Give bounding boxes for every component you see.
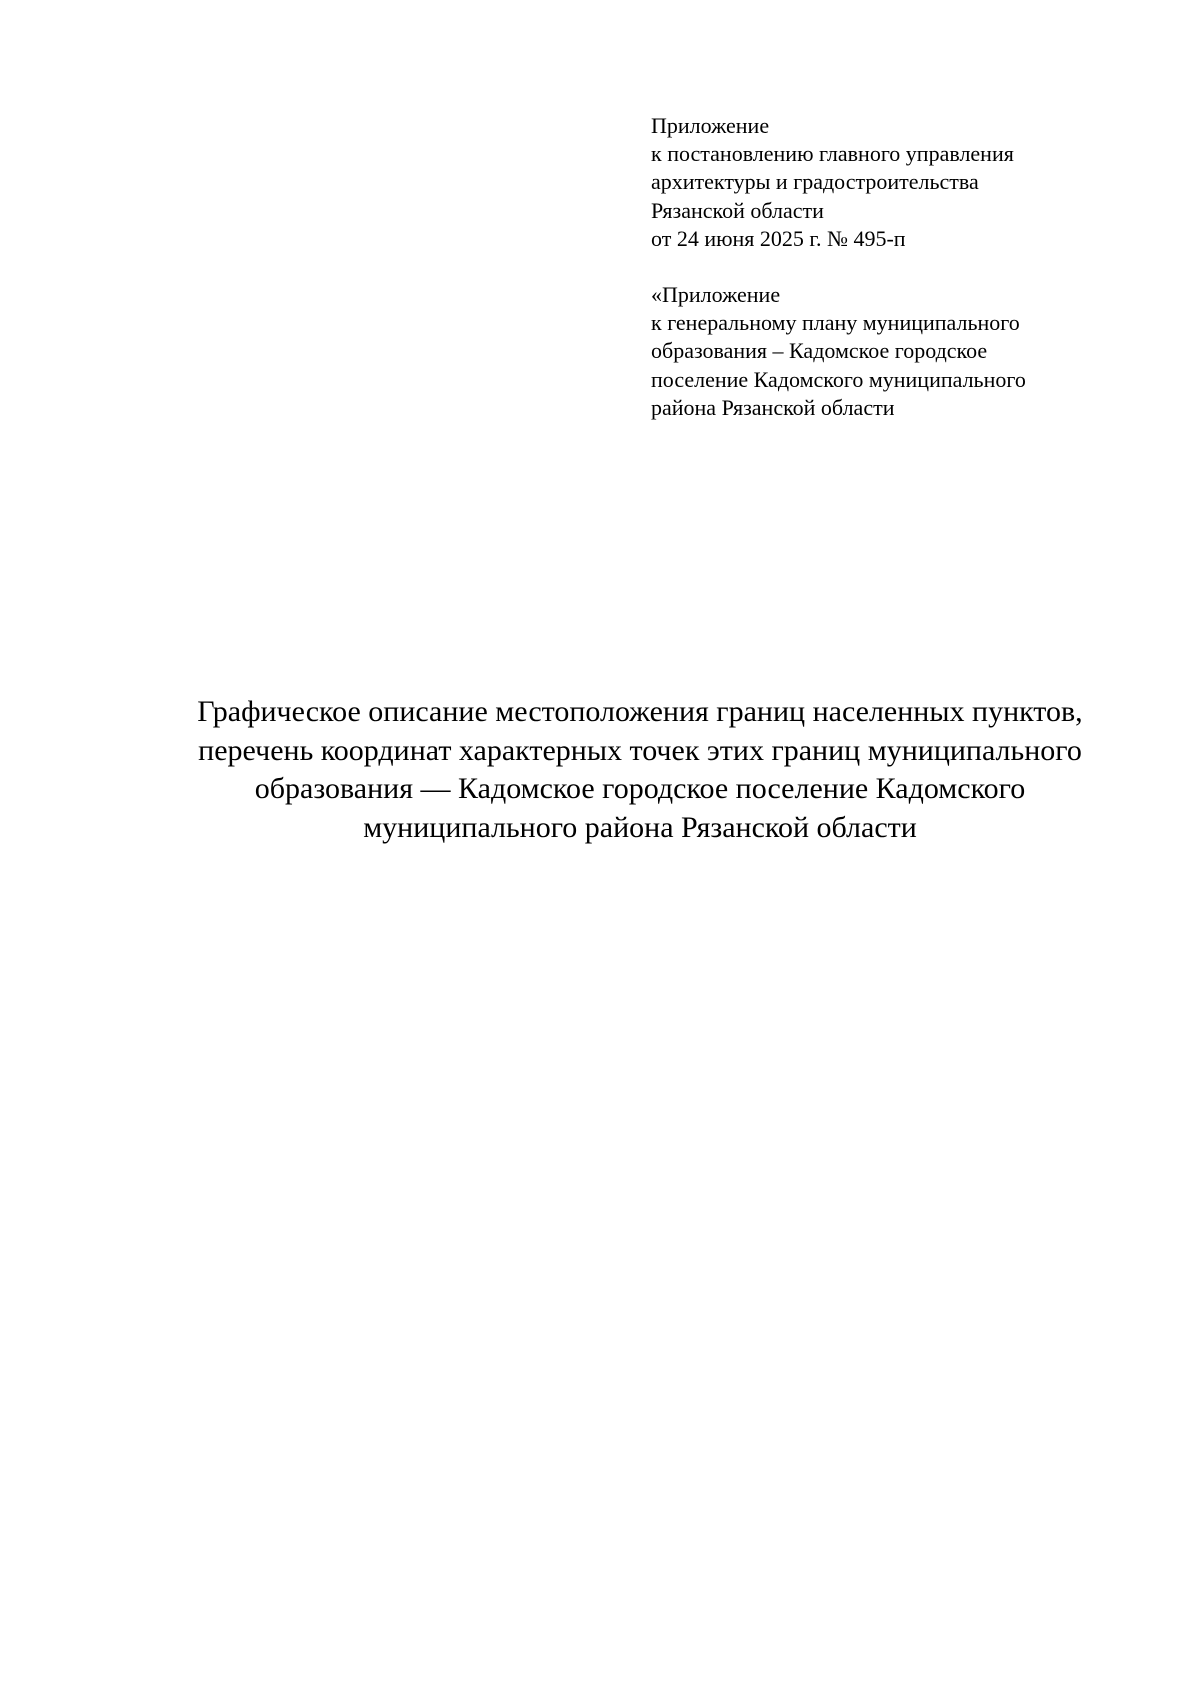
appendix-subheader-line-2: к генеральному плану муниципального xyxy=(651,310,1020,336)
appendix-header-line-5: от 24 июня 2025 г. № 495-п xyxy=(651,225,906,251)
appendix-header-line-2: к постановлению главного управления xyxy=(651,141,1014,167)
document-title-line-3: образования — Кадомское городское поселение Кадомского xyxy=(254,772,1026,805)
approval-block xyxy=(651,112,1131,422)
appendix-subheader-line-5: района Рязанской области xyxy=(651,394,895,420)
appendix-subheader-line-4: поселение Кадомского муниципального xyxy=(651,366,1026,392)
approval-block-spacer xyxy=(651,253,1131,281)
appendix-subheader-line-1: «Приложение xyxy=(651,282,781,308)
document-title xyxy=(100,693,1180,847)
document-title-line-1: Графическое описание местоположения границ населенных пунктов, xyxy=(197,695,1083,728)
document-title-line-2: перечень координат характерных точек этих границ муниципального xyxy=(198,733,1082,767)
appendix-header-line-4: Рязанской области xyxy=(651,197,824,223)
appendix-header-line-1: Приложение xyxy=(651,113,770,138)
appendix-subheader-line-3: образования – Кадомское городское xyxy=(651,338,988,364)
appendix-header-line-3: архитектуры и градостроительства xyxy=(651,169,979,195)
document-title-line-4: муниципального района Рязанской области xyxy=(363,810,917,844)
